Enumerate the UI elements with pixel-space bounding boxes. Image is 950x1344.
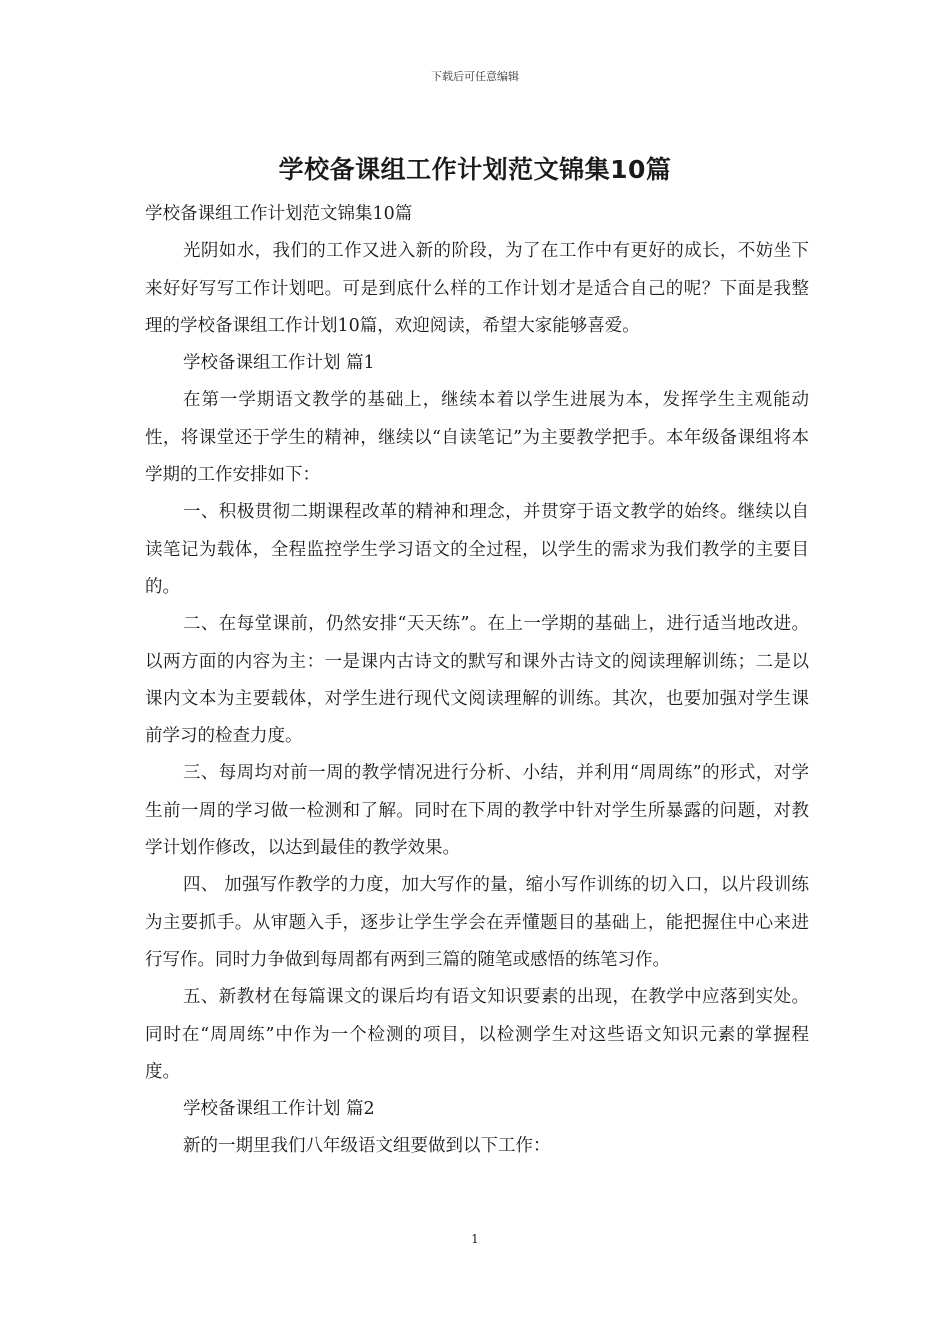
paragraph: 新的一期里我们八年级语文组要做到以下工作： (183, 1136, 551, 1157)
paragraph: 二、在每堂课前，仍然安排“天天练”。在上一学期的基础上，进行适当地改进。以两方面的内容为主：一是课内古诗文的默写和课外古诗文的阅读理解训练；二是以课内文本为主要载体，对学生进行现代文阅读理解的训练。其次，也要加强对学生课前学习的检查力度。 (145, 614, 809, 747)
paragraph: 五、新教材在每篇课文的课后均有语文知识要素的出现，在教学中应落到实处。同时在“周周练”中作为一个检测的项目，以检测学生对这些语文知识元素的掌握程度。 (145, 987, 809, 1082)
paragraph-subtitle: 学校备课组工作计划范文锦集10篇 (145, 204, 413, 224)
header-note: 下载后可任意编辑 (431, 70, 519, 83)
paragraph: 一、积极贯彻二期课程改革的精神和理念，并贯穿于语文教学的始终。继续以自读笔记为载体，全程监控学生学习语文的全过程，以学生的需求为我们教学的主要目的。 (145, 502, 809, 597)
document-title: 学校备课组工作计划范文锦集10篇 (278, 155, 672, 184)
paragraph: 三、每周均对前一周的教学情况进行分析、小结，并利用“周周练”的形式，对学生前一周的学习做一检测和了解。同时在下周的教学中针对学生所暴露的问题，对教学计划作修改，以达到最佳的教学效果。 (145, 763, 809, 859)
page-number: 1 (471, 1232, 479, 1246)
section-heading-plan-1: 学校备课组工作计划 篇1 (183, 353, 375, 374)
paragraph-intro: 光阴如水，我们的工作又进入新的阶段，为了在工作中有更好的成长，不妨坐下来好好写写工作计划吧。可是到底什么样的工作计划才是适合自己的呢？下面是我整理的学校备课组工作计划10篇，欢迎阅读，希望大家能够喜爱。 (145, 241, 809, 336)
document-body (145, 196, 809, 1166)
section-heading-plan-2: 学校备课组工作计划 篇2 (183, 1099, 375, 1120)
paragraph: 在第一学期语文教学的基础上，继续本着以学生进展为本，发挥学生主观能动性，将课堂还于学生的精神，继续以“自读笔记”为主要教学把手。本年级备课组将本学期的工作安排如下： (145, 390, 809, 486)
paragraph: 四、 加强写作教学的力度，加大写作的量，缩小写作训练的切入口，以片段训练为主要抓手。从审题入手，逐步让学生学会在弄懂题目的基础上，能把握住中心来进行写作。同时力争做到每周都有两到三篇的随笔或感悟的练笔习作。 (145, 875, 809, 970)
